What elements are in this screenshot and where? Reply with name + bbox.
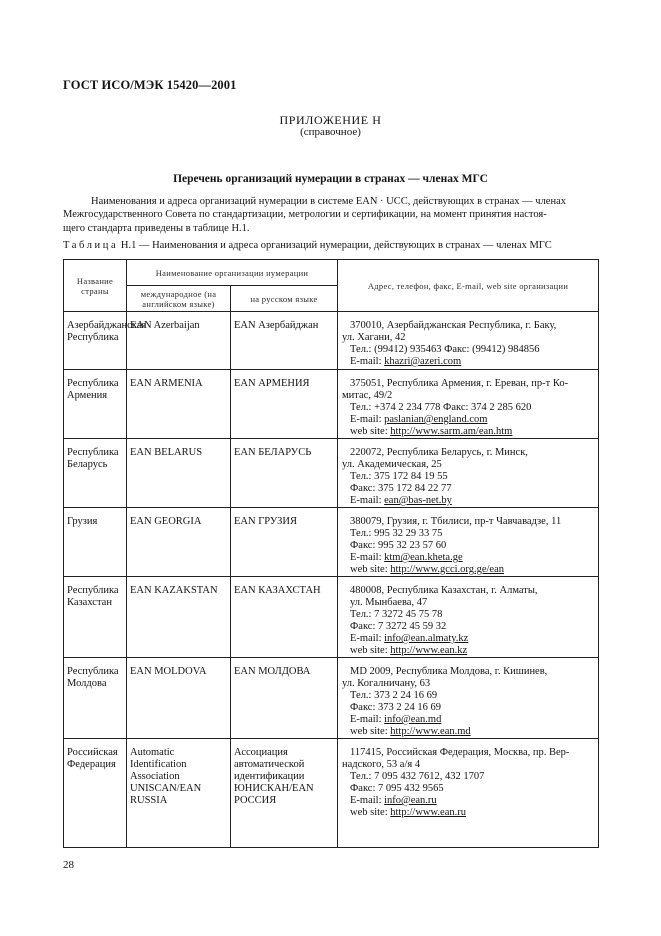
intl-name-cell: EAN Azerbaijan bbox=[127, 312, 231, 370]
address-cell bbox=[338, 312, 599, 370]
web-label: web site: bbox=[350, 807, 391, 818]
intro-paragraph bbox=[63, 195, 597, 235]
appendix-title: ПРИЛОЖЕНИЕ Н bbox=[279, 113, 382, 127]
phone-line: Тел.: 373 2 24 16 69 bbox=[350, 690, 438, 701]
table-row bbox=[64, 508, 599, 577]
address-line: 117415, Российская Федерация, Москва, пр. Вер- bbox=[350, 747, 570, 758]
email-link[interactable]: ktm@ean.kheta.ge bbox=[384, 552, 463, 563]
address-cell bbox=[338, 439, 599, 508]
address-line: ул. Хагани, 42 bbox=[342, 332, 406, 343]
intl-name-cell: EAN BELARUS bbox=[127, 439, 231, 508]
header-names-group: Наименование организации нумерации bbox=[127, 260, 338, 286]
address-line: 220072, Республика Беларусь, г. Минск, bbox=[350, 447, 528, 458]
address-line: ул. Мынбаева, 47 bbox=[350, 597, 428, 608]
address-line: 380079, Грузия, г. Тбилиси, пр-т Чавчавадзе, 11 bbox=[350, 516, 562, 527]
email-line bbox=[350, 414, 595, 426]
phone-line: Тел.: 7 095 432 7612, 432 1707 bbox=[350, 771, 485, 782]
email-label: E-mail: bbox=[350, 552, 385, 563]
address-cell bbox=[338, 739, 599, 848]
table-row bbox=[64, 577, 599, 658]
address-line: ул. Когалничану, 63 bbox=[342, 678, 431, 689]
address-line: ул. Академическая, 25 bbox=[342, 459, 442, 470]
email-line bbox=[350, 495, 595, 507]
ru-name-cell: EAN МОЛДОВА bbox=[231, 658, 338, 739]
country-cell: Республика Казахстан bbox=[64, 577, 127, 658]
ru-name-cell: EAN АРМЕНИЯ bbox=[231, 370, 338, 439]
web-link[interactable]: http://www.ean.ru bbox=[390, 807, 466, 818]
email-line bbox=[350, 356, 595, 368]
email-label: E-mail: bbox=[350, 495, 385, 506]
email-link[interactable]: info@ean.almaty.kz bbox=[384, 633, 469, 644]
address-line: MD 2009, Республика Молдова, г. Кишинев, bbox=[350, 666, 548, 677]
intl-name-cell: Automatic Identification Association UNISCAN/EAN RUSSIA bbox=[127, 739, 231, 848]
table-caption bbox=[63, 240, 603, 251]
email-link[interactable]: info@ean.ru bbox=[384, 795, 437, 806]
header-ru: на русском языке bbox=[231, 286, 338, 312]
country-cell: Грузия bbox=[64, 508, 127, 577]
address-cell bbox=[338, 658, 599, 739]
email-link[interactable]: info@ean.md bbox=[384, 714, 442, 725]
web-label: web site: bbox=[350, 726, 391, 737]
email-label: E-mail: bbox=[350, 714, 385, 725]
page-number: 28 bbox=[63, 859, 74, 871]
table-row bbox=[64, 658, 599, 739]
ru-name-cell: EAN КАЗАХСТАН bbox=[231, 577, 338, 658]
table-row bbox=[64, 739, 599, 848]
fax-line: Факс: 7 3272 45 59 32 bbox=[350, 621, 447, 632]
table-row bbox=[64, 439, 599, 508]
address-cell bbox=[338, 577, 599, 658]
ru-name-cell: EAN Азербайджан bbox=[231, 312, 338, 370]
web-link[interactable]: http://www.ean.kz bbox=[390, 645, 468, 656]
table-caption-text: Н.1 — Наименования и адреса организаций нумерации, действующих в странах — членах МГС bbox=[118, 240, 552, 251]
web-link[interactable]: http://www.gcci.org.ge/ean bbox=[390, 564, 504, 575]
header-address: Адрес, телефон, факс, E-mail, web site организации bbox=[338, 260, 599, 312]
email-line bbox=[350, 633, 595, 645]
intro-line: Межгосударственного Совета по стандартизации, метрологии и сертификации, на момент принятия настоя- bbox=[63, 209, 547, 221]
email-link[interactable]: ean@bas-net.by bbox=[384, 495, 452, 506]
phone-line: Тел.: (99412) 935463 Факс: (99412) 984856 bbox=[350, 344, 540, 355]
fax-line: Факс: 373 2 24 16 69 bbox=[350, 702, 442, 713]
country-cell: Республика Молдова bbox=[64, 658, 127, 739]
header-country: Название страны bbox=[64, 260, 127, 312]
country-cell: Республика Армения bbox=[64, 370, 127, 439]
phone-line: Тел.: 995 32 29 33 75 bbox=[350, 528, 443, 539]
ru-name-cell: EAN БЕЛАРУСЬ bbox=[231, 439, 338, 508]
address-line: 370010, Азербайджанская Республика, г. Баку, bbox=[350, 320, 557, 331]
phone-line: Тел.: +374 2 234 778 Факс: 374 2 285 620 bbox=[350, 402, 532, 413]
intl-name-cell: EAN GEORGIA bbox=[127, 508, 231, 577]
address-line: 480008, Республика Казахстан, г. Алматы, bbox=[350, 585, 538, 596]
web-label: web site: bbox=[350, 645, 391, 656]
web-line bbox=[350, 807, 595, 819]
web-link[interactable]: http://www.sarm.am/ean.htm bbox=[390, 426, 513, 437]
email-label: E-mail: bbox=[350, 414, 385, 425]
document-header: ГОСТ ИСО/МЭК 15420—2001 bbox=[63, 78, 237, 92]
intl-name-cell: EAN MOLDOVA bbox=[127, 658, 231, 739]
email-label: E-mail: bbox=[350, 795, 385, 806]
web-line bbox=[350, 564, 595, 576]
phone-line: Тел.: 7 3272 45 75 78 bbox=[350, 609, 443, 620]
web-line bbox=[350, 726, 595, 738]
fax-line: Факс: 375 172 84 22 77 bbox=[350, 483, 452, 494]
table-row bbox=[64, 312, 599, 370]
address-line: митас, 49/2 bbox=[342, 390, 393, 401]
web-line bbox=[350, 645, 595, 657]
email-label: E-mail: bbox=[350, 356, 385, 367]
web-line bbox=[350, 426, 595, 438]
email-label: E-mail: bbox=[350, 633, 385, 644]
web-link[interactable]: http://www.ean.md bbox=[390, 726, 471, 737]
appendix-subtitle: (справочное) bbox=[300, 126, 361, 138]
address-line: надского, 53 а/я 4 bbox=[342, 759, 421, 770]
phone-line: Тел.: 375 172 84 19 55 bbox=[350, 471, 448, 482]
email-line bbox=[350, 552, 595, 564]
fax-line: Факс: 995 32 23 57 60 bbox=[350, 540, 447, 551]
email-line bbox=[350, 714, 595, 726]
organizations-table bbox=[63, 259, 599, 848]
section-title: Перечень организаций нумерации в странах — членах МГС bbox=[173, 173, 488, 185]
email-link[interactable]: paslanian@england.com bbox=[384, 414, 488, 425]
address-line: 375051, Республика Армения, г. Ереван, пр-т Ко- bbox=[350, 378, 569, 389]
address-cell bbox=[338, 370, 599, 439]
web-label: web site: bbox=[350, 426, 391, 437]
email-link[interactable]: khazri@azeri.com bbox=[384, 356, 462, 367]
table-row bbox=[64, 370, 599, 439]
country-cell: Российская Федерация bbox=[64, 739, 127, 848]
web-label: web site: bbox=[350, 564, 391, 575]
address-cell bbox=[338, 508, 599, 577]
table-caption-prefix: Таблица bbox=[63, 240, 119, 251]
intro-line: щего стандарта приведены в таблице Н.1. bbox=[63, 222, 250, 234]
fax-line: Факс: 7 095 432 9565 bbox=[350, 783, 444, 794]
email-line bbox=[350, 795, 595, 807]
ru-name-cell: Ассоциация автоматической идентификации ЮНИСКАН/EAN РОССИЯ bbox=[231, 739, 338, 848]
country-cell: Азербайджанская Республика bbox=[64, 312, 127, 370]
ru-name-cell: EAN ГРУЗИЯ bbox=[231, 508, 338, 577]
intl-name-cell: EAN KAZAKSTAN bbox=[127, 577, 231, 658]
intl-name-cell: EAN ARMENIA bbox=[127, 370, 231, 439]
country-cell: Республика Беларусь bbox=[64, 439, 127, 508]
intro-line: Наименования и адреса организаций нумерации в системе EAN · UCC, действующих в странах — членах bbox=[91, 196, 566, 207]
header-intl: международное (на английском языке) bbox=[127, 286, 231, 312]
